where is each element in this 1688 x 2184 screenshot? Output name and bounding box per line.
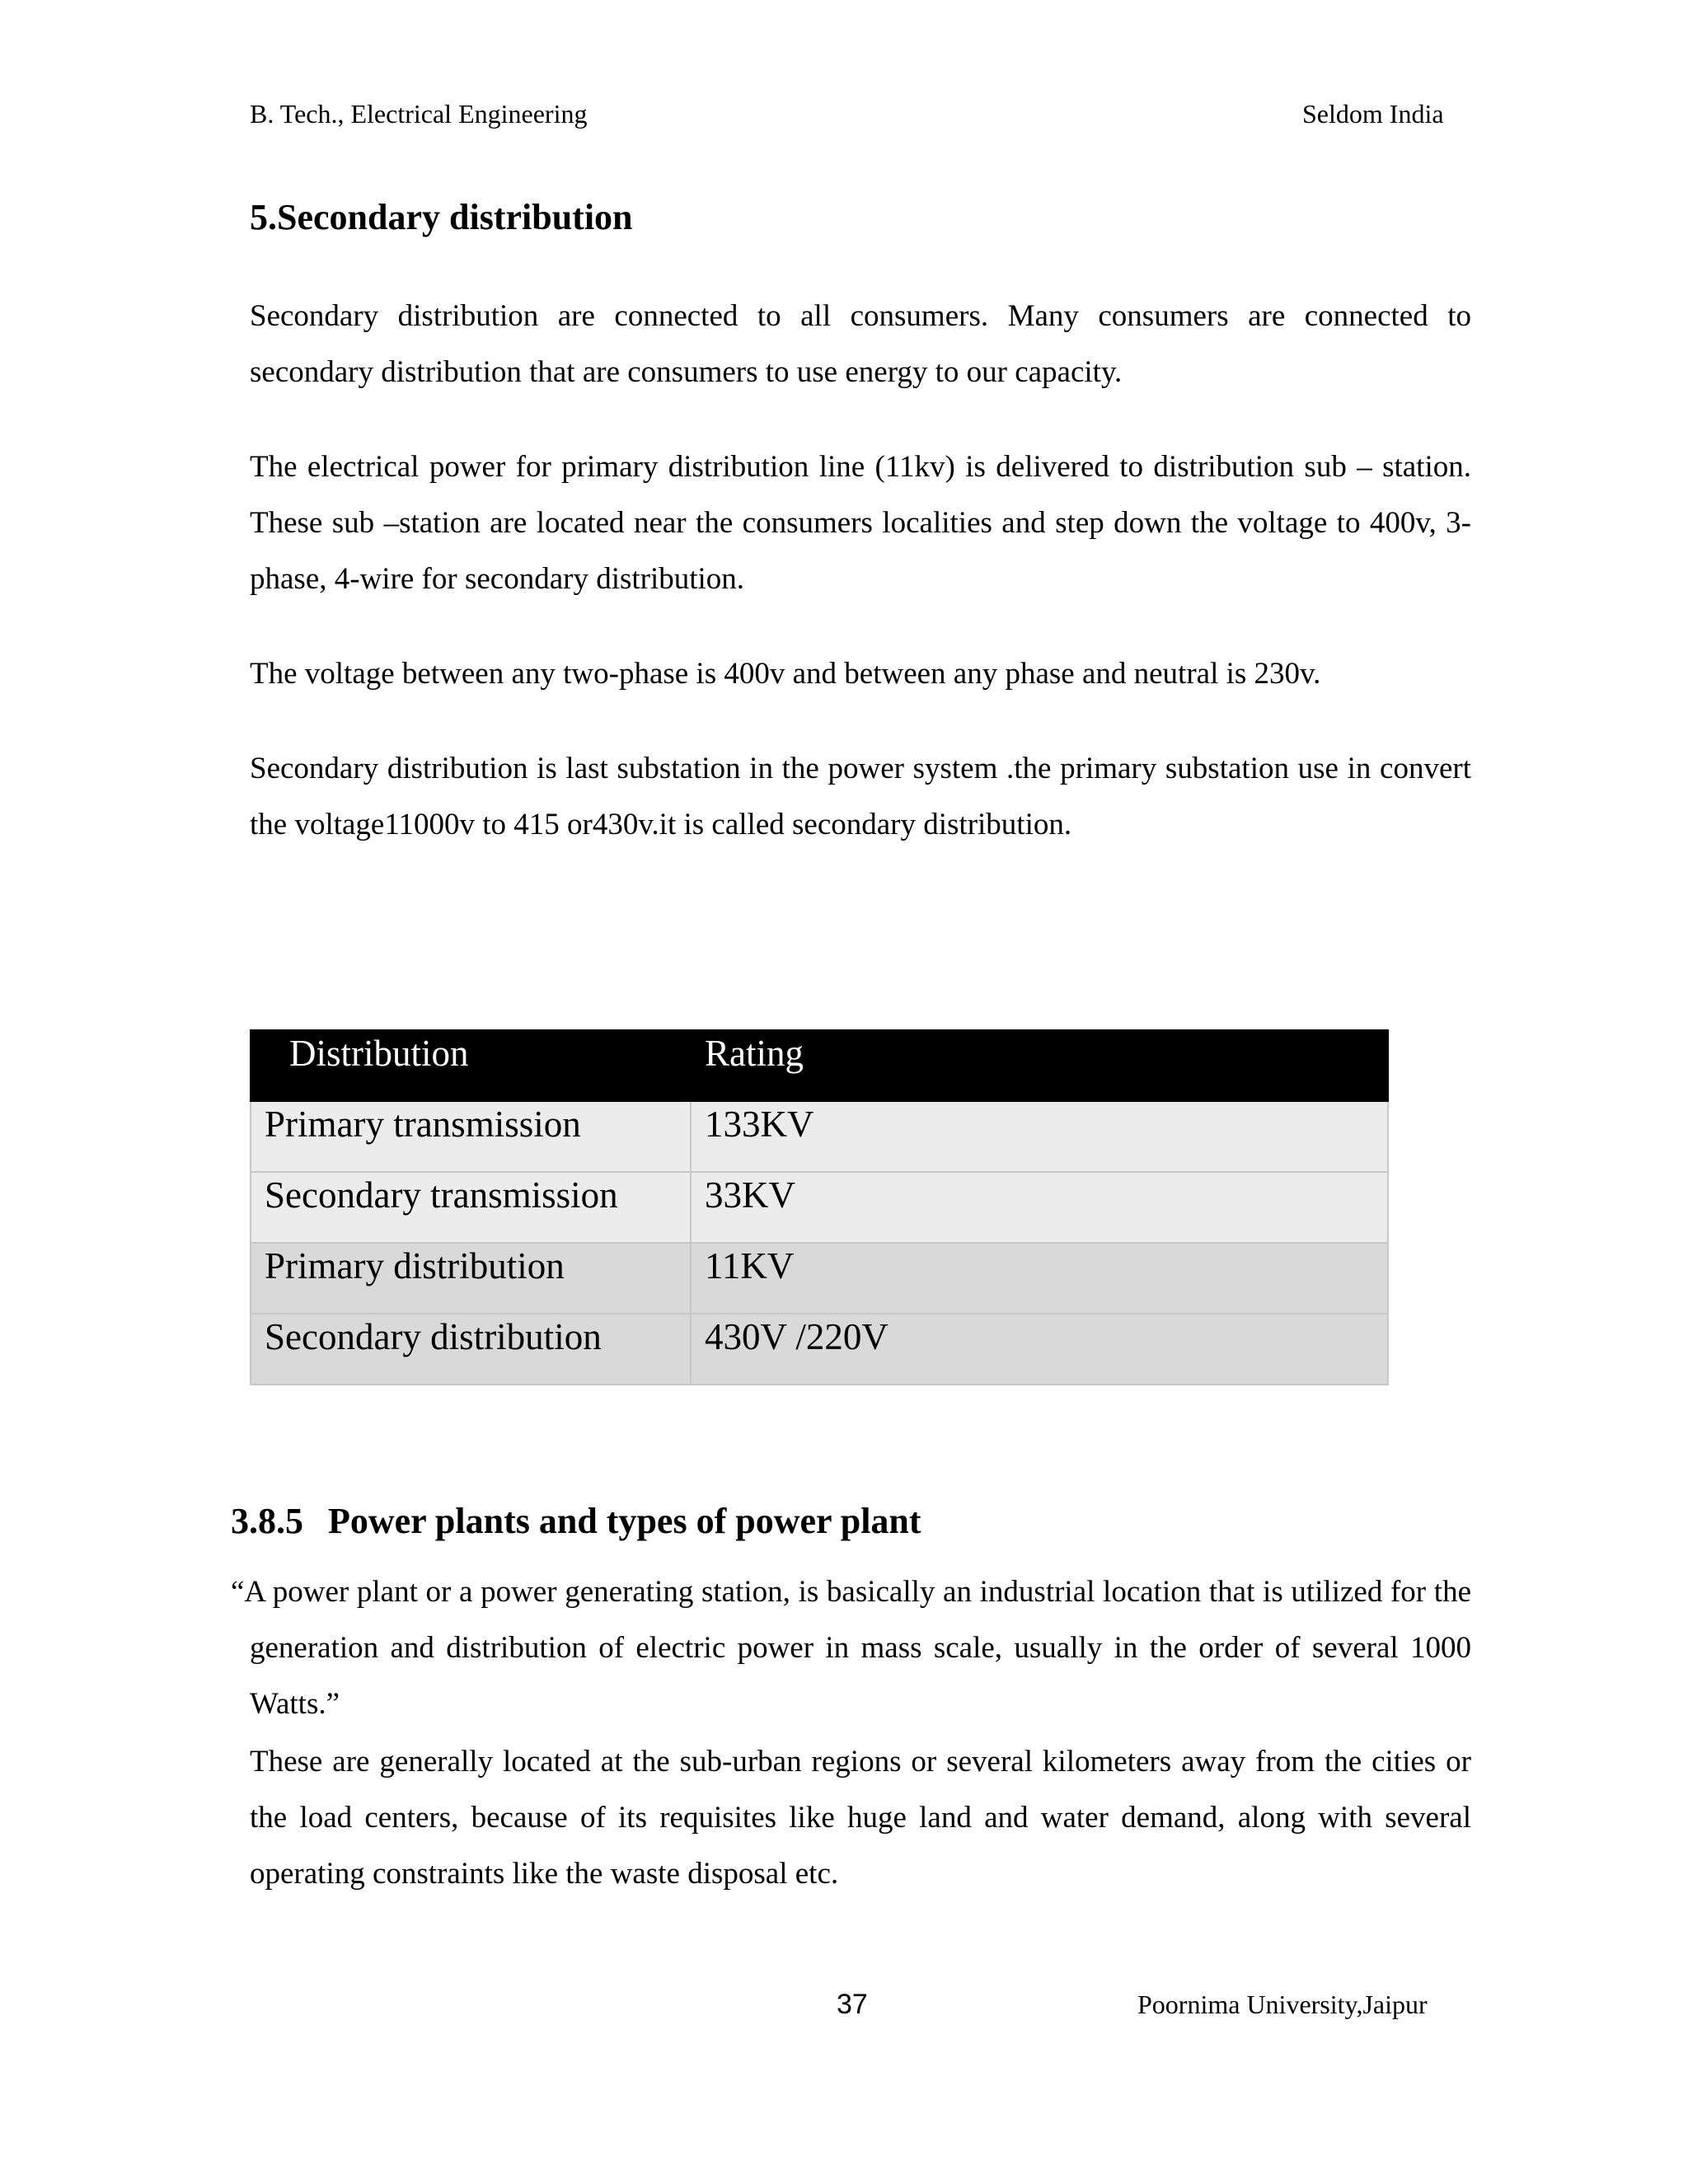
table-cell-distribution: Secondary distribution [251, 1314, 691, 1385]
table-cell-rating: 11KV [691, 1243, 1388, 1314]
table-cell-distribution: Primary transmission [251, 1101, 691, 1172]
table-row [251, 1172, 1388, 1243]
table-row [251, 1314, 1388, 1385]
paragraph: Secondary distribution are connected to all consumers. Many consumers are connected to secondary distribution that are consumers to use energy to our capacity. [250, 299, 1471, 389]
table-cell-rating: 133KV [691, 1101, 1388, 1172]
subsection-number: 3.8.5 [231, 1501, 303, 1541]
subsection-title: Power plants and types of power plant [328, 1501, 921, 1541]
table-row [251, 1243, 1388, 1314]
table-row [251, 1101, 1388, 1172]
running-header-right: Seldom India [1302, 99, 1444, 129]
column-header-distribution: Distribution [251, 1030, 691, 1101]
distribution-rating-table [250, 1029, 1389, 1385]
column-header-rating: Rating [691, 1030, 1388, 1101]
paragraph: These are generally located at the sub-urban regions or several kilometers away from the cities or the load centers, because of its requisites like huge land and water demand, along with several operating constraints like the waste disposal etc. [250, 1745, 1471, 1891]
section-title: 5.Secondary distribution [250, 197, 633, 237]
table-cell-distribution: Secondary transmission [251, 1172, 691, 1243]
page-number: 37 [837, 1989, 868, 2020]
paragraph: Secondary distribution is last substation in the power system .the primary substation use in convert the voltage11000v to 415 or430v.it is called secondary distribution. [250, 752, 1471, 841]
subsection-heading [231, 1498, 921, 1544]
paragraph: The electrical power for primary distribution line (11kv) is delivered to distribution sub – station. These sub –station are located near the consumers localities and step down the voltage to 400v, 3-phase, 4-wire for secondary distribution. [250, 450, 1471, 596]
table-header-row [251, 1030, 1388, 1101]
definition-quote: “A power plant or a power generating station, is basically an industrial location that is utilized for the generation and distribution of electric power in mass scale, usually in the order of several 1000 Watts.” [231, 1575, 1471, 1721]
table-cell-rating: 430V /220V [691, 1314, 1388, 1385]
running-footer-right: Poornima University,Jaipur [1137, 1990, 1428, 2019]
running-header-left: B. Tech., Electrical Engineering [250, 99, 588, 129]
paragraph: The voltage between any two-phase is 400v and between any phase and neutral is 230v. [250, 657, 1321, 691]
table-cell-distribution: Primary distribution [251, 1243, 691, 1314]
table-cell-rating: 33KV [691, 1172, 1388, 1243]
